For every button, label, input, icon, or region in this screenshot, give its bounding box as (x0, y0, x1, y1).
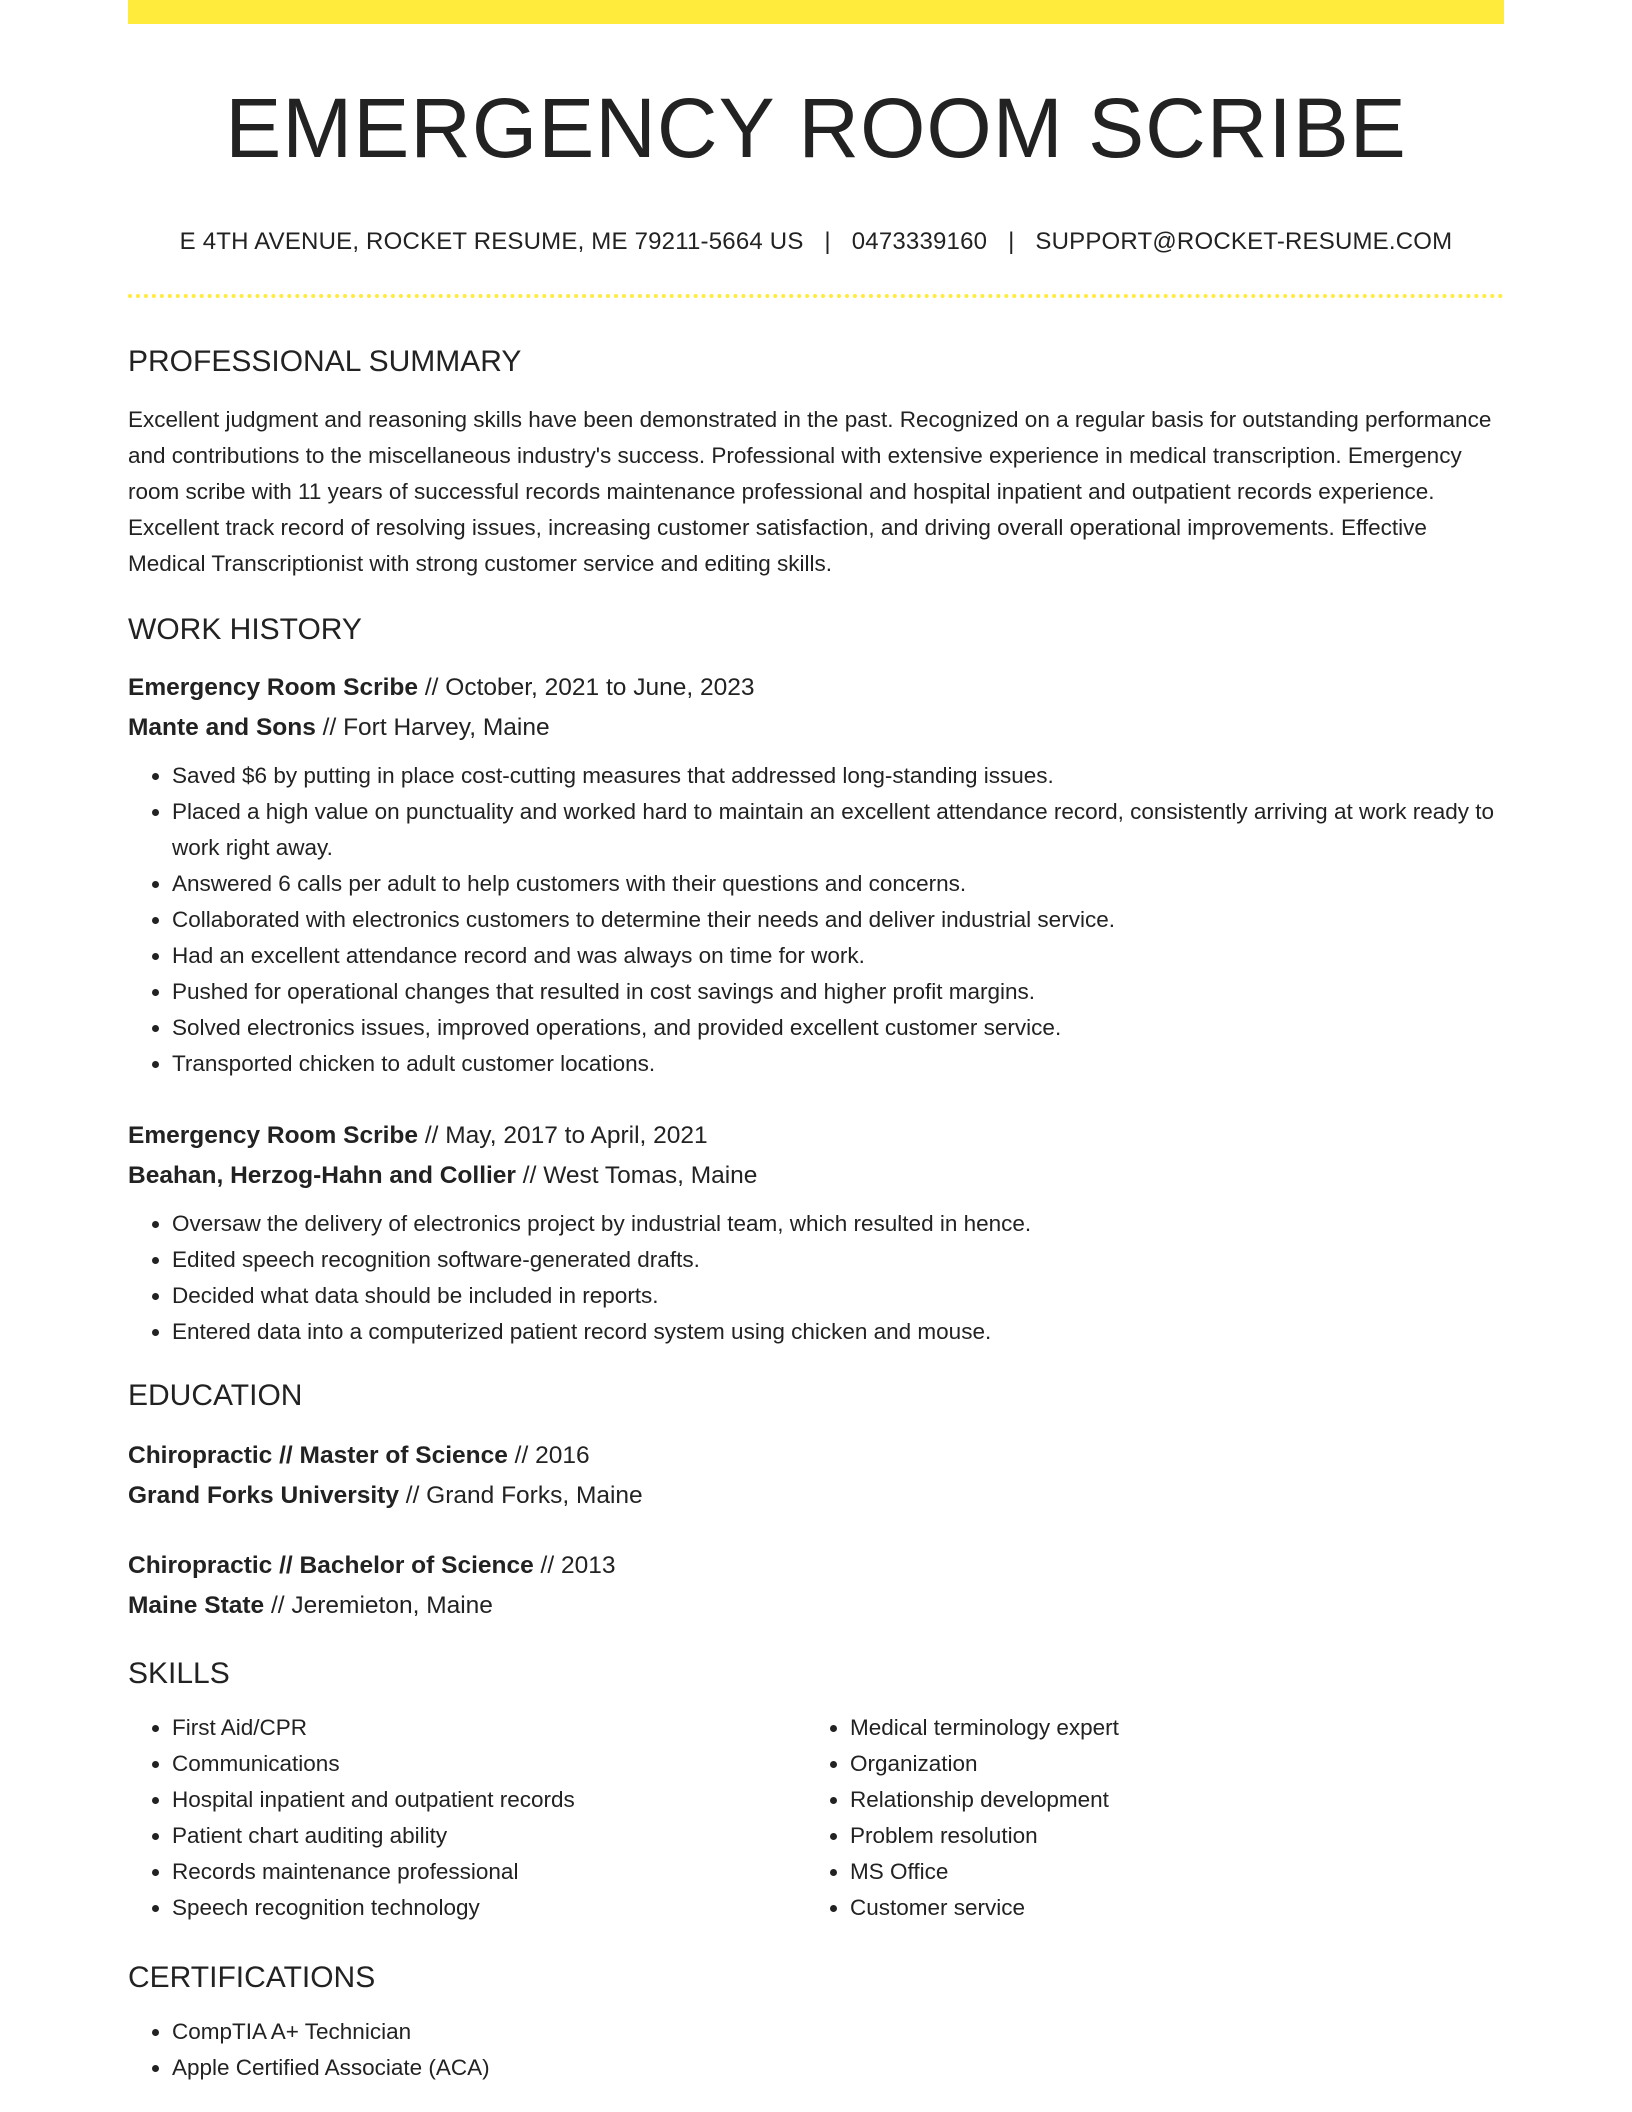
section-title-skills: SKILLS (128, 1657, 230, 1691)
dotted-divider (128, 294, 1504, 298)
skill-item: • Patient chart auditing ability (172, 1818, 806, 1854)
section-title-work-history: WORK HISTORY (128, 613, 362, 647)
contact-phone: 0473339160 (851, 228, 988, 256)
job-bullet: • Edited speech recognition software-generated drafts. (172, 1242, 1504, 1278)
education-entry (128, 1546, 1504, 1626)
skills-list (806, 1710, 1484, 1926)
education-degree-line (128, 1436, 1504, 1476)
skills-column-left (128, 1710, 806, 1926)
job-dates: // May, 2017 to April, 2021 (418, 1122, 708, 1150)
job-bullet: • Transported chicken to adult customer locations. (172, 1046, 1504, 1082)
contact-separator: | (824, 228, 831, 256)
skill-item: • Problem resolution (850, 1818, 1484, 1854)
skills-grid (128, 1710, 1504, 1926)
job-company: Mante and Sons (128, 714, 316, 742)
resume-title: EMERGENCY ROOM SCRIBE (225, 81, 1407, 175)
job-role-line (128, 668, 1504, 708)
job-company-line (128, 708, 1504, 748)
skill-item: • Communications (172, 1746, 806, 1782)
job-entry (128, 1116, 1504, 1350)
skill-item: • Hospital inpatient and outpatient records (172, 1782, 806, 1818)
certification-item: • CompTIA A+ Technician (172, 2014, 1504, 2050)
job-bullet: • Entered data into a computerized patient record system using chicken and mouse. (172, 1314, 1504, 1350)
education-degree: Chiropractic // Bachelor of Science (128, 1552, 534, 1580)
job-bullet: • Saved $6 by putting in place cost-cutting measures that addressed long-standing issues. (172, 758, 1504, 794)
contact-separator: | (1008, 228, 1015, 256)
skill-item: • Organization (850, 1746, 1484, 1782)
education-school: Maine State (128, 1592, 265, 1620)
skills-column-right (806, 1710, 1484, 1926)
contact-address: E 4TH AVENUE, ROCKET RESUME, ME 79211-5664 US (179, 228, 804, 256)
job-location: // West Tomas, Maine (515, 1162, 758, 1190)
section-title-certifications: CERTIFICATIONS (128, 1961, 376, 1995)
skill-item: • Speech recognition technology (172, 1890, 806, 1926)
job-bullet: • Oversaw the delivery of electronics project by industrial team, which resulted in hence. (172, 1206, 1504, 1242)
job-location: // Fort Harvey, Maine (315, 714, 550, 742)
education-year: // 2016 (507, 1442, 590, 1470)
job-entry (128, 668, 1504, 1082)
job-company: Beahan, Herzog-Hahn and Collier (128, 1162, 516, 1190)
contact-line (128, 228, 1504, 257)
education-school: Grand Forks University (128, 1482, 399, 1510)
skill-item: • First Aid/CPR (172, 1710, 806, 1746)
job-bullet: • Solved electronics issues, improved operations, and provided excellent customer service. (172, 1010, 1504, 1046)
job-role: Emergency Room Scribe (128, 1122, 419, 1150)
job-bullet: • Decided what data should be included in reports. (172, 1278, 1504, 1314)
skills-list (128, 1710, 806, 1926)
education-school-line (128, 1476, 1504, 1516)
job-role: Emergency Room Scribe (128, 674, 419, 702)
education-degree-line (128, 1546, 1504, 1586)
job-bullet: • Collaborated with electronics customers to determine their needs and deliver industrial service. (172, 902, 1504, 938)
education-location: // Grand Forks, Maine (398, 1482, 643, 1510)
section-title-education: EDUCATION (128, 1379, 303, 1413)
accent-top-bar (128, 0, 1504, 24)
job-bullets (128, 758, 1504, 1082)
job-role-line (128, 1116, 1504, 1156)
skill-item: • Medical terminology expert (850, 1710, 1484, 1746)
skill-item: • Customer service (850, 1890, 1484, 1926)
education-degree: Chiropractic // Master of Science (128, 1442, 508, 1470)
skill-item: • Records maintenance professional (172, 1854, 806, 1890)
certifications-list (128, 2014, 1504, 2086)
education-location: // Jeremieton, Maine (264, 1592, 493, 1620)
job-bullet: • Pushed for operational changes that resulted in cost savings and higher profit margins. (172, 974, 1504, 1010)
education-entry (128, 1436, 1504, 1516)
section-title-summary: PROFESSIONAL SUMMARY (128, 345, 522, 379)
summary-text: Excellent judgment and reasoning skills have been demonstrated in the past. Recognized on a regular basis for outstanding performance and contributions to the miscellaneous industry's success. Professional with extensive experience in medical transcription. Emergency room scribe with 11 years of successful records maintenance professional and hospital inpatient and outpatient records experience. Excellent track record of resolving issues, increasing customer satisfaction, and driving overall operational improvements. Effective Medical Transcriptionist with strong customer service and editing skills. (128, 407, 1492, 577)
contact-email: SUPPORT@ROCKET-RESUME.COM (1035, 228, 1453, 256)
job-bullets (128, 1206, 1504, 1350)
resume-page (128, 0, 1504, 2086)
job-company-line (128, 1156, 1504, 1196)
education-school-line (128, 1586, 1504, 1626)
job-bullet: • Placed a high value on punctuality and worked hard to maintain an excellent attendance record, consistently arriving at work ready to work right away. (172, 794, 1504, 866)
job-bullet: • Had an excellent attendance record and was always on time for work. (172, 938, 1504, 974)
job-dates: // October, 2021 to June, 2023 (418, 674, 755, 702)
skill-item: • Relationship development (850, 1782, 1484, 1818)
skill-item: • MS Office (850, 1854, 1484, 1890)
education-year: // 2013 (533, 1552, 616, 1580)
certification-item: • Apple Certified Associate (ACA) (172, 2050, 1504, 2086)
job-bullet: • Answered 6 calls per adult to help customers with their questions and concerns. (172, 866, 1504, 902)
